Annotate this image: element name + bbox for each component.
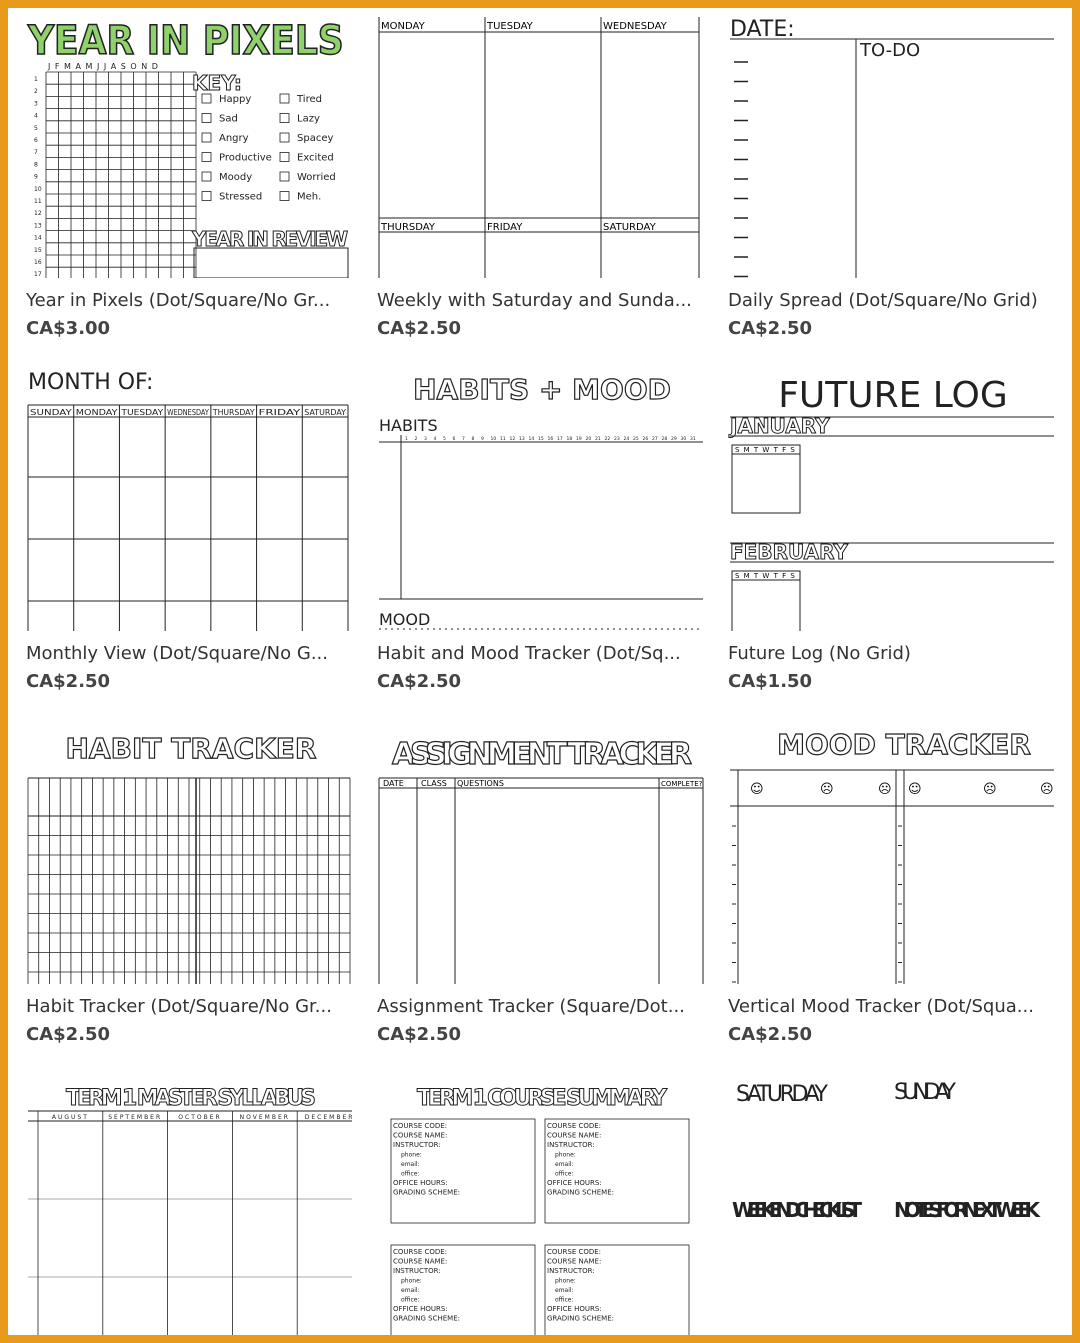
- key-item-label: Worried: [297, 172, 336, 183]
- weekday-header: WEDNESDAY: [167, 408, 209, 417]
- month-header: SEPTEMBER: [108, 1114, 163, 1121]
- course-field-label: OFFICE HOURS:: [393, 1179, 448, 1187]
- product-title[interactable]: Daily Spread (Dot/Square/No Grid): [728, 290, 1038, 311]
- day-number: 21: [595, 437, 601, 442]
- product-thumbnail[interactable]: [728, 12, 1058, 278]
- day-number: 11: [500, 437, 506, 442]
- key-item-label: Meh.: [297, 191, 322, 203]
- neutral-face-icon: ☹: [820, 782, 834, 797]
- key-list: [202, 94, 336, 203]
- day-label: SATURDAY: [603, 222, 656, 233]
- preview-heading: TERM 1 MASTER SYLLABUS: [66, 1086, 316, 1111]
- product-price: CA$1.50: [728, 671, 813, 692]
- course-field-label: INSTRUCTOR:: [393, 1267, 441, 1275]
- year-in-review-label: YEAR IN REVIEW: [192, 227, 348, 251]
- course-field-label: GRADING SCHEME:: [393, 1314, 460, 1323]
- course-field-label: office:: [401, 1296, 420, 1304]
- key-checkbox: [202, 153, 211, 162]
- column-header: COMPLETE?: [661, 780, 703, 788]
- key-item-label: Productive: [219, 152, 272, 164]
- column-header: CLASS: [421, 779, 447, 788]
- product-price: CA$2.50: [26, 671, 111, 692]
- product-thumbnail[interactable]: [728, 718, 1058, 984]
- day-number: 16: [34, 259, 42, 266]
- day-label: TUESDAY: [487, 21, 533, 32]
- product-thumbnail[interactable]: [377, 1071, 707, 1335]
- date-rows: [732, 826, 902, 984]
- day-number: 13: [519, 437, 525, 442]
- month-of-label: MONTH OF:: [28, 370, 154, 395]
- neutral-face-icon: ☹: [983, 782, 997, 797]
- day-number: 26: [642, 437, 649, 442]
- course-field-label: phone:: [555, 1151, 576, 1159]
- course-field-label: COURSE NAME:: [393, 1257, 448, 1266]
- course-field-label: INSTRUCTOR:: [547, 1141, 595, 1149]
- day-number: 17: [557, 437, 563, 442]
- weekday-header: THURSDAY: [211, 408, 255, 417]
- day-number: 1: [405, 437, 408, 442]
- key-item-label: Excited: [297, 152, 334, 164]
- mood-tracker-preview: [728, 718, 1058, 984]
- day-number: 15: [34, 246, 42, 254]
- weekday-row: S M T W T F S: [735, 446, 796, 454]
- course-field-label: office:: [555, 1296, 574, 1304]
- time-slots: [734, 62, 748, 277]
- day-number: 13: [34, 222, 42, 230]
- product-title[interactable]: Future Log (No Grid): [728, 643, 911, 664]
- sad-face-icon: ☹: [1040, 782, 1054, 797]
- day-number: 7: [462, 437, 465, 442]
- product-price: CA$2.50: [728, 318, 813, 339]
- happy-face-icon: ☺: [750, 782, 764, 797]
- daily-spread-preview: [728, 12, 1058, 278]
- month-header: OCTOBER: [178, 1114, 222, 1121]
- key-checkbox: [280, 114, 289, 123]
- key-checkbox: [202, 172, 211, 181]
- day-number: 9: [481, 437, 484, 442]
- day-number: 2: [414, 437, 418, 442]
- key-checkbox: [280, 133, 289, 142]
- weekend-preview: [728, 1071, 1058, 1335]
- day-number: 23: [614, 437, 620, 442]
- year-in-pixels-preview: [26, 12, 356, 278]
- product-price: CA$2.50: [26, 1024, 111, 1045]
- key-checkbox: [202, 114, 211, 123]
- day-number: 19: [576, 437, 582, 442]
- happy-face-icon: ☺: [908, 782, 922, 797]
- product-thumbnail[interactable]: [26, 365, 356, 631]
- course-field-label: OFFICE HOURS:: [547, 1179, 602, 1187]
- product-thumbnail[interactable]: [377, 718, 707, 984]
- course-field-label: phone:: [401, 1277, 422, 1285]
- product-price: CA$2.50: [377, 1024, 462, 1045]
- day-number: 6: [452, 437, 456, 442]
- product-price: CA$3.00: [26, 318, 111, 339]
- day-number: 30: [680, 437, 687, 442]
- day-number: 12: [509, 437, 516, 442]
- course-field-label: COURSE NAME:: [547, 1131, 602, 1140]
- day-number: 14: [34, 234, 42, 242]
- course-field-label: COURSE CODE:: [547, 1248, 602, 1256]
- day-number: 29: [671, 437, 677, 442]
- course-field-label: GRADING SCHEME:: [547, 1188, 614, 1197]
- sad-face-icon: ☹: [878, 782, 892, 797]
- weekday-row: S M T W T F S: [735, 572, 796, 580]
- product-title[interactable]: Year in Pixels (Dot/Square/No Gr...: [26, 290, 331, 311]
- course-field-label: OFFICE HOURS:: [393, 1305, 448, 1313]
- day-numbers: [405, 436, 696, 442]
- course-field-label: phone:: [401, 1151, 422, 1159]
- course-boxes: [391, 1119, 689, 1335]
- preview-heading: MOOD TRACKER: [777, 728, 1031, 761]
- key-checkbox: [202, 94, 211, 103]
- product-thumbnail[interactable]: [728, 365, 1058, 631]
- course-field-label: phone:: [555, 1277, 576, 1285]
- key-checkbox: [280, 172, 289, 181]
- course-field-label: GRADING SCHEME:: [393, 1188, 460, 1197]
- day-number: 6: [34, 137, 38, 144]
- month-header: AUGUST: [51, 1114, 89, 1121]
- weekday-header: SUNDAY: [30, 408, 72, 417]
- monthly-view-preview: [26, 365, 356, 631]
- key-item-label: Spacey: [297, 133, 334, 144]
- key-checkbox: [280, 192, 289, 201]
- day-number: 18: [566, 437, 573, 442]
- preview-months: J F M A M J J A S O N D: [48, 62, 159, 71]
- product-title[interactable]: Monthly View (Dot/Square/No G...: [26, 643, 328, 664]
- product-thumbnail[interactable]: [26, 1071, 356, 1335]
- day-number: 3: [424, 437, 427, 442]
- todo-label: TO-DO: [860, 40, 921, 61]
- course-field-label: OFFICE HOURS:: [547, 1305, 602, 1313]
- day-number: 22: [604, 437, 611, 442]
- product-price: CA$2.50: [728, 1024, 813, 1045]
- day-number: 5: [34, 124, 38, 132]
- course-field-label: office:: [555, 1170, 574, 1178]
- product-price: CA$2.50: [377, 671, 462, 692]
- month-label: FEBRUARY: [730, 540, 848, 564]
- key-item-label: Lazy: [297, 113, 320, 125]
- day-number: 4: [433, 437, 437, 442]
- key-item-label: Stressed: [219, 191, 263, 203]
- course-field-label: COURSE CODE:: [393, 1248, 448, 1256]
- product-price: CA$2.50: [377, 318, 462, 339]
- day-number: 3: [34, 100, 38, 108]
- sunday-label: SUNDAY: [894, 1080, 956, 1105]
- master-syllabus-preview: [26, 1071, 356, 1335]
- product-thumbnail[interactable]: [26, 12, 356, 278]
- weekday-header: TUESDAY: [120, 408, 164, 417]
- preview-heading: YEAR IN PIXELS: [28, 18, 344, 64]
- course-field-label: email:: [401, 1287, 420, 1294]
- product-thumbnail[interactable]: [377, 12, 707, 278]
- weekend-checklist-label: WEEKEND CHECKLIST: [732, 1198, 862, 1222]
- weekly-preview: [377, 12, 707, 278]
- course-field-label: INSTRUCTOR:: [547, 1267, 595, 1275]
- day-number: 9: [34, 173, 38, 181]
- habits-label: HABITS: [379, 416, 438, 435]
- calendar-grid: [28, 405, 348, 631]
- day-label: MONDAY: [381, 21, 425, 32]
- day-number: 12: [34, 210, 42, 218]
- assignment-tracker-preview: [377, 718, 707, 984]
- day-label: THURSDAY: [381, 222, 435, 233]
- key-item-label: Sad: [219, 113, 238, 125]
- future-log-preview: [728, 365, 1058, 631]
- day-number: 14: [528, 437, 535, 442]
- preview-heading: FUTURE LOG: [778, 375, 1008, 416]
- month-header: DECEMBER: [304, 1114, 355, 1121]
- product-thumbnail[interactable]: [26, 718, 356, 984]
- key-checkbox: [202, 192, 211, 201]
- course-field-label: email:: [555, 1161, 574, 1168]
- product-thumbnail[interactable]: [728, 1071, 1058, 1335]
- day-number: 16: [547, 437, 554, 442]
- month-columns: [38, 1111, 356, 1335]
- day-number: 10: [34, 185, 42, 193]
- weekday-header: FRIDAY: [258, 408, 301, 417]
- habit-mood-preview: [377, 365, 707, 631]
- weekday-header: SATURDAY: [304, 408, 347, 417]
- habit-tracker-preview: [26, 718, 356, 984]
- day-number: 8: [34, 161, 38, 169]
- preview-heading: ASSIGNMENT TRACKER: [392, 737, 692, 772]
- key-label: KEY:: [192, 71, 242, 95]
- day-number: 25: [633, 437, 639, 442]
- course-field-label: email:: [401, 1161, 420, 1168]
- course-field-label: COURSE CODE:: [393, 1122, 448, 1130]
- day-number: 7: [34, 149, 38, 157]
- review-box: [194, 248, 348, 278]
- habit-grid: [28, 778, 350, 984]
- product-title[interactable]: Habit and Mood Tracker (Dot/Sq...: [377, 643, 681, 664]
- preview-heading: HABIT TRACKER: [65, 732, 317, 765]
- day-number: 10: [490, 437, 497, 442]
- course-field-label: email:: [555, 1287, 574, 1294]
- day-number: 27: [652, 437, 658, 442]
- preview-heading: TERM 1 COURSE SUMMARY: [417, 1086, 667, 1111]
- day-number: 24: [623, 437, 630, 442]
- key-checkbox: [280, 153, 289, 162]
- product-grid: [8, 8, 1072, 1335]
- saturday-label: SATURDAY: [736, 1082, 828, 1107]
- day-number: 17: [34, 271, 42, 278]
- preview-heading: HABITS + MOOD: [413, 373, 671, 406]
- course-field-label: COURSE NAME:: [547, 1257, 602, 1266]
- day-number: 4: [34, 112, 38, 120]
- day-number: 5: [443, 437, 446, 442]
- day-number: 2: [34, 88, 38, 96]
- product-title[interactable]: Assignment Tracker (Square/Dot...: [377, 996, 685, 1017]
- product-title[interactable]: Vertical Mood Tracker (Dot/Squa...: [728, 996, 1034, 1017]
- course-field-label: INSTRUCTOR:: [393, 1141, 441, 1149]
- weekday-header: MONDAY: [75, 408, 118, 417]
- day-number: 8: [471, 437, 475, 442]
- product-title[interactable]: Weekly with Saturday and Sunda...: [377, 290, 692, 311]
- day-number: 1: [34, 76, 38, 83]
- key-item-label: Tired: [297, 94, 322, 105]
- day-number: 31: [690, 437, 696, 442]
- day-label: FRIDAY: [487, 222, 523, 233]
- product-title[interactable]: Habit Tracker (Dot/Square/No Gr...: [26, 996, 332, 1017]
- day-number: 11: [34, 198, 42, 205]
- key-item-label: Angry: [219, 133, 249, 144]
- course-summary-preview: [377, 1071, 707, 1335]
- course-field-label: office:: [401, 1170, 420, 1178]
- notes-label: NOTES FOR NEXT WEEK: [894, 1198, 1040, 1222]
- product-thumbnail[interactable]: [377, 365, 707, 631]
- mood-label: MOOD: [379, 610, 431, 629]
- date-label: DATE:: [730, 17, 795, 42]
- pixel-grid: [34, 72, 196, 278]
- course-field-label: GRADING SCHEME:: [547, 1314, 614, 1323]
- course-field-label: COURSE CODE:: [547, 1122, 602, 1130]
- column-header: DATE: [383, 779, 404, 788]
- day-number: 28: [661, 437, 668, 442]
- month-header: NOVEMBER: [239, 1114, 290, 1121]
- column-header: QUESTIONS: [457, 779, 504, 788]
- day-number: 20: [585, 437, 592, 442]
- course-field-label: COURSE NAME:: [393, 1131, 448, 1140]
- key-checkbox: [202, 133, 211, 142]
- month-label: JANUARY: [730, 414, 830, 438]
- key-checkbox: [280, 94, 289, 103]
- key-item-label: Happy: [219, 94, 252, 105]
- key-item-label: Moody: [219, 172, 253, 183]
- day-label: WEDNESDAY: [603, 21, 667, 32]
- day-number: 15: [538, 437, 544, 442]
